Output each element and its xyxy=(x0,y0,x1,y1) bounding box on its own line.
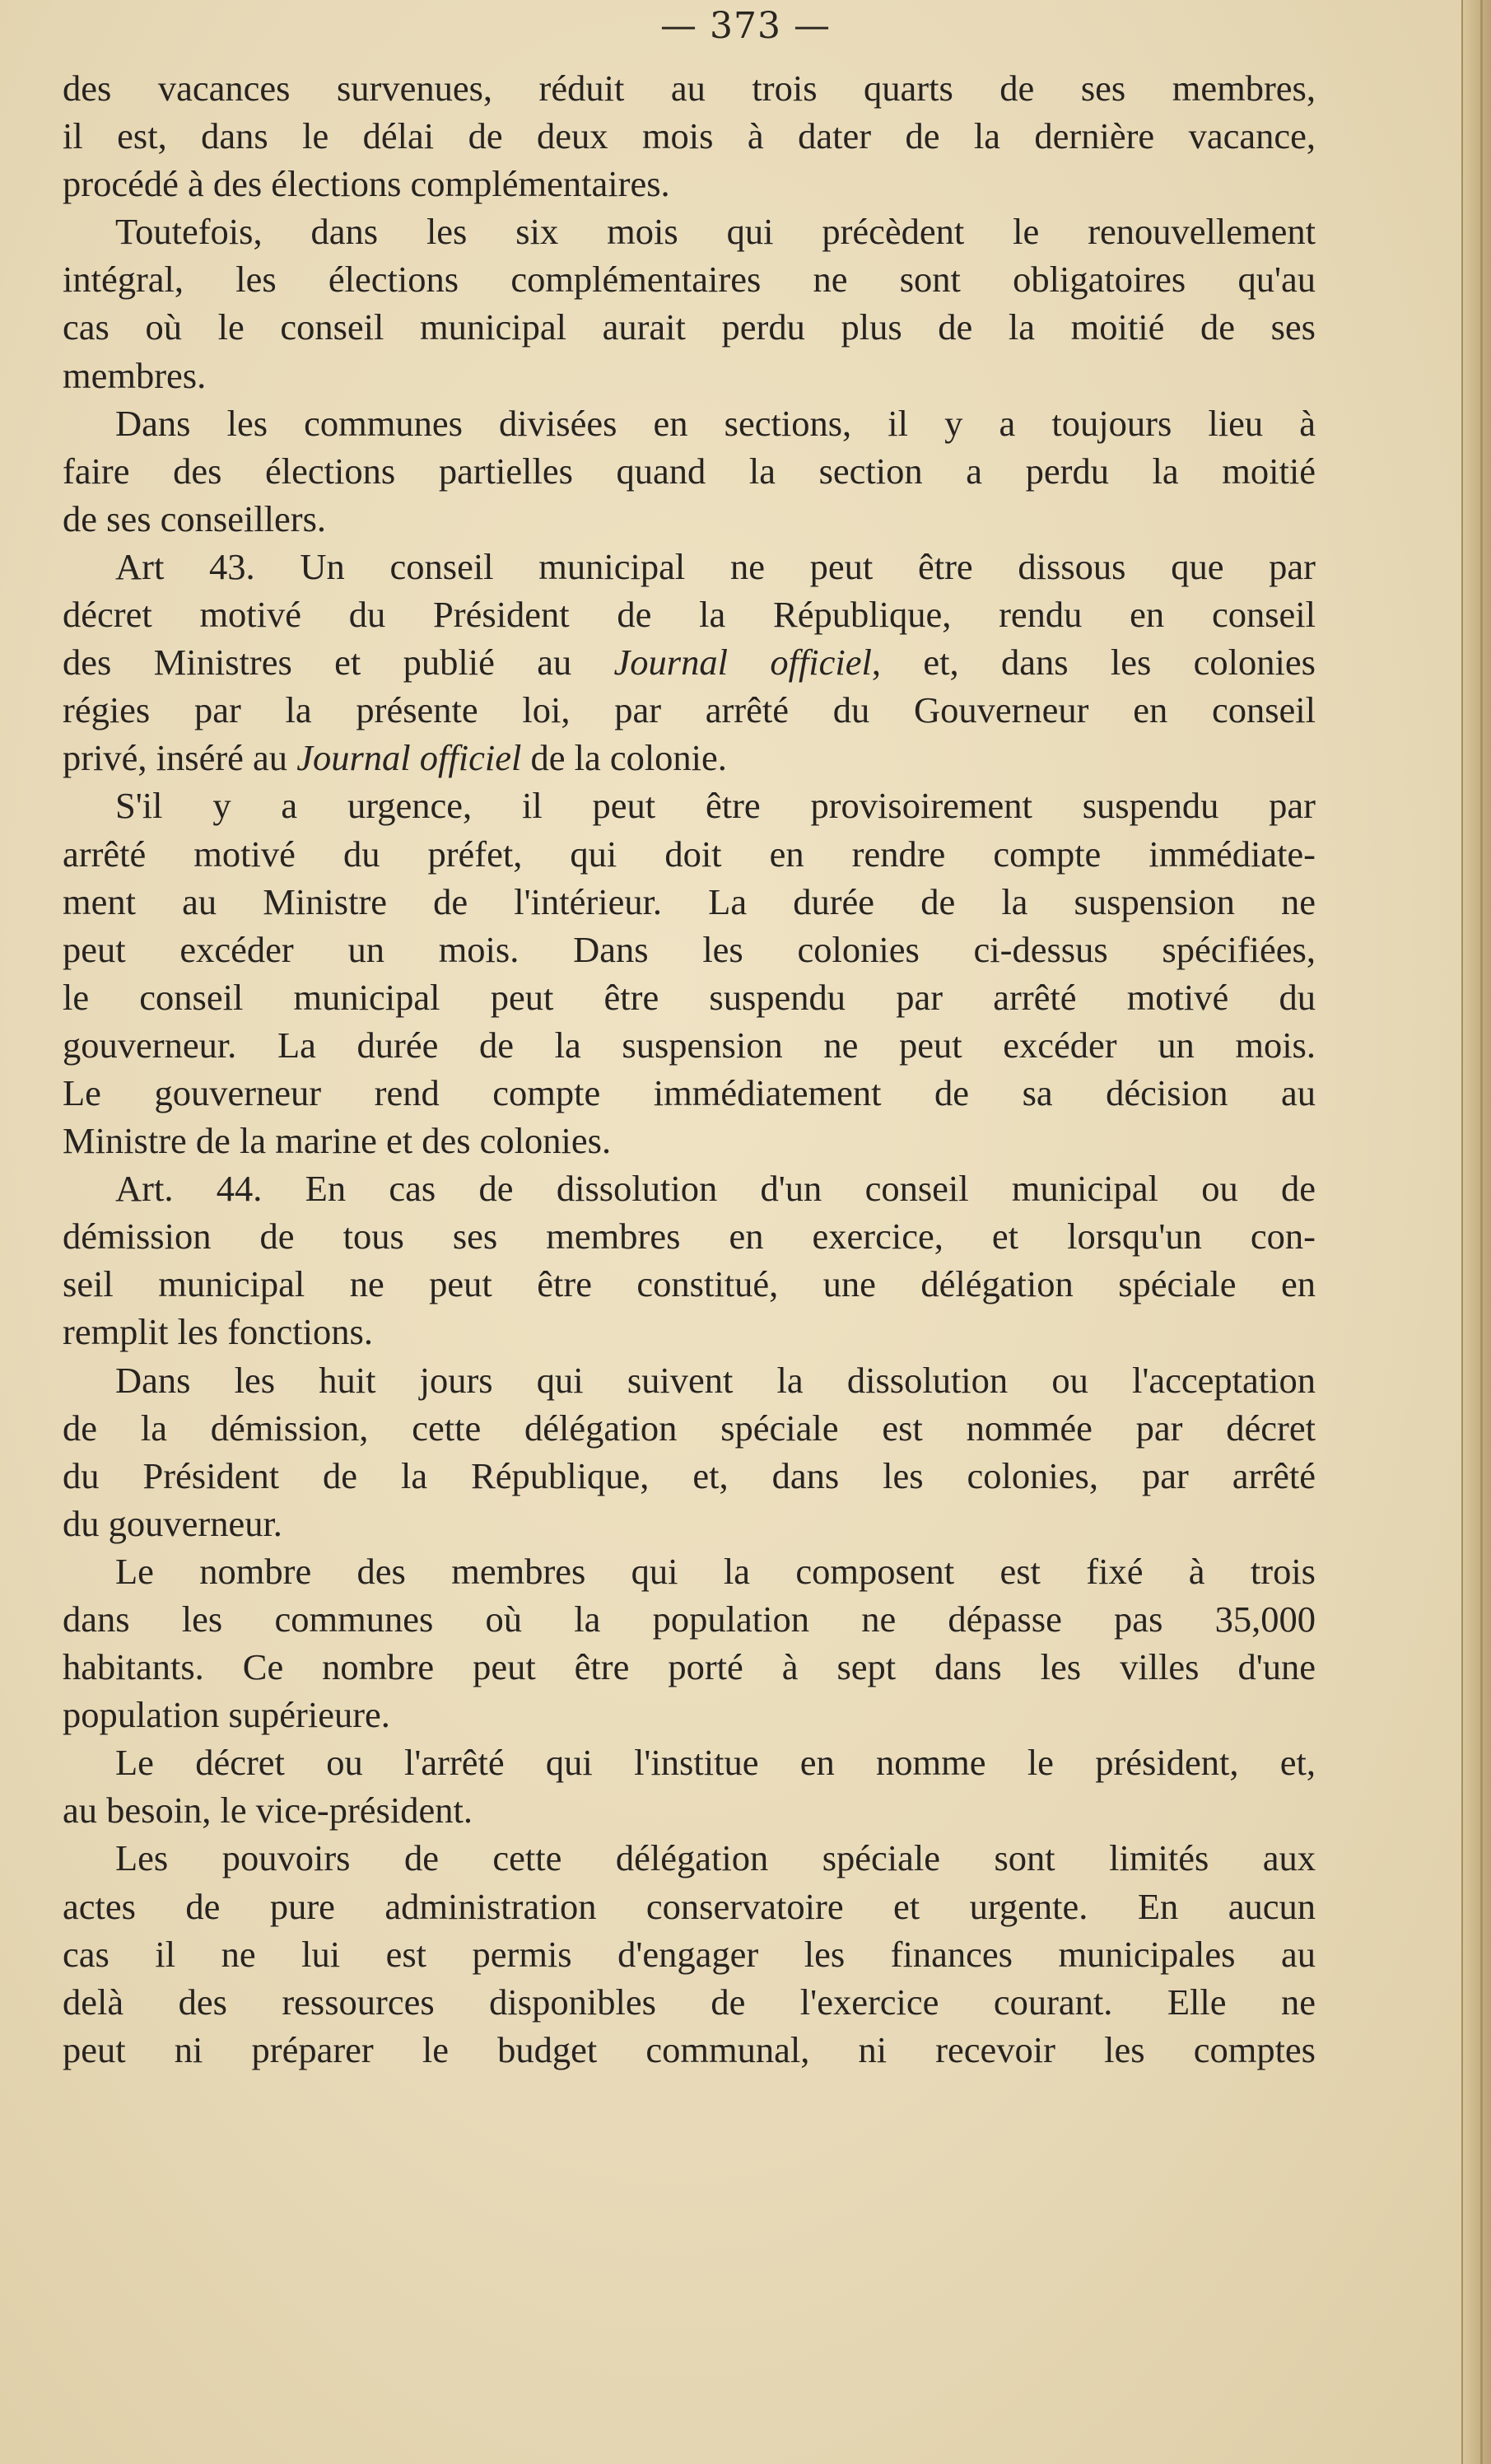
text-line: Le gouverneur rend compte immédiatement de sa décision au xyxy=(63,1071,1316,1113)
text-line: intégral, les élections complémentaires ne sont obligatoires qu'au xyxy=(63,259,1316,301)
text-segment: de la colonie. xyxy=(521,737,727,779)
page-number: — 373 — xyxy=(660,5,831,47)
text-line: du gouverneur. xyxy=(63,1502,282,1544)
text-line: Ministre de la marine et des colonies. xyxy=(63,1120,612,1162)
text-line: il est, dans le délai de deux mois à dater de la dernière vacance, xyxy=(63,115,1316,157)
text-line: Les pouvoirs de cette délégation spéciale sont limités aux xyxy=(115,1837,1316,1879)
text-segment: , et, dans les colonies xyxy=(871,642,1316,684)
text-line: actes de pure administration conservatoire et urgente. En aucun xyxy=(63,1885,1316,1927)
text-line xyxy=(63,734,1316,782)
text-segment: privé, inséré au xyxy=(63,737,297,779)
text-line: population supérieure. xyxy=(63,1694,390,1736)
text-line: Toutefois, dans les six mois qui précèdent le renouvellement xyxy=(115,211,1316,253)
page-edge xyxy=(1461,0,1491,2464)
text-line: Le décret ou l'arrêté qui l'institue en nomme le président, et, xyxy=(115,1742,1316,1784)
text-line: cas il ne lui est permis d'engager les finances municipales au xyxy=(63,1933,1316,1975)
text-line: Dans les huit jours qui suivent la dissolution ou l'acceptation xyxy=(115,1359,1316,1401)
text-line xyxy=(63,638,1316,686)
text-line: des vacances survenues, réduit au trois quarts de ses membres, xyxy=(63,68,1316,109)
text-line: faire des élections partielles quand la section a perdu la moitié xyxy=(63,450,1316,492)
text-line: procédé à des élections complémentaires. xyxy=(63,163,670,205)
text-line: démission de tous ses membres en exercice, et lorsqu'un con- xyxy=(63,1216,1316,1258)
text-line: décret motivé du Président de la République, rendu en conseil xyxy=(63,594,1316,636)
text-line: Le nombre des membres qui la composent est fixé à trois xyxy=(115,1550,1316,1592)
text-line: S'il y a urgence, il peut être provisoirement suspendu par xyxy=(115,785,1316,827)
italic-segment: Journal officiel xyxy=(296,737,522,779)
text-line: membres. xyxy=(63,354,207,396)
text-line: habitants. Ce nombre peut être porté à sept dans les villes d'une xyxy=(63,1646,1316,1688)
text-line: dans les communes où la population ne dépasse pas 35,000 xyxy=(63,1598,1316,1640)
text-line: de la démission, cette délégation spéciale est nommée par décret xyxy=(63,1407,1316,1449)
text-line: régies par la présente loi, par arrêté du Gouverneur en conseil xyxy=(63,689,1316,731)
text-line: delà des ressources disponibles de l'exercice courant. Elle ne xyxy=(63,1981,1316,2023)
text-line: peut ni préparer le budget communal, ni recevoir les comptes xyxy=(63,2028,1316,2070)
binding-line xyxy=(1480,0,1483,2464)
text-segment: des Ministres et publié au xyxy=(63,642,614,684)
text-line: le conseil municipal peut être suspendu par arrêté motivé du xyxy=(63,976,1316,1018)
text-line: ment au Ministre de l'intérieur. La durée de la suspension ne xyxy=(63,880,1316,922)
text-line: cas où le conseil municipal aurait perdu plus de la moitié de ses xyxy=(63,306,1316,348)
text-line: de ses conseillers. xyxy=(63,497,327,539)
text-line: au besoin, le vice-président. xyxy=(63,1790,473,1832)
text-line: peut excéder un mois. Dans les colonies ci-dessus spécifiées, xyxy=(63,928,1316,970)
text-line: arrêté motivé du préfet, qui doit en rendre compte immédiate- xyxy=(63,833,1316,875)
text-line: du Président de la République, et, dans les colonies, par arrêté xyxy=(63,1454,1316,1496)
italic-segment: Journal officiel xyxy=(613,642,872,684)
text-line: Dans les communes divisées en sections, il y a toujours lieu à xyxy=(115,402,1316,444)
text-line: Art 43. Un conseil municipal ne peut être dissous que par xyxy=(115,545,1316,587)
text-line: gouverneur. La durée de la suspension ne peut excéder un mois. xyxy=(63,1024,1316,1066)
body-text xyxy=(63,64,1316,2074)
text-line: Art. 44. En cas de dissolution d'un conseil municipal ou de xyxy=(115,1168,1316,1210)
text-line: remplit les fonctions. xyxy=(63,1311,373,1353)
text-line: seil municipal ne peut être constitué, une délégation spéciale en xyxy=(63,1263,1316,1305)
